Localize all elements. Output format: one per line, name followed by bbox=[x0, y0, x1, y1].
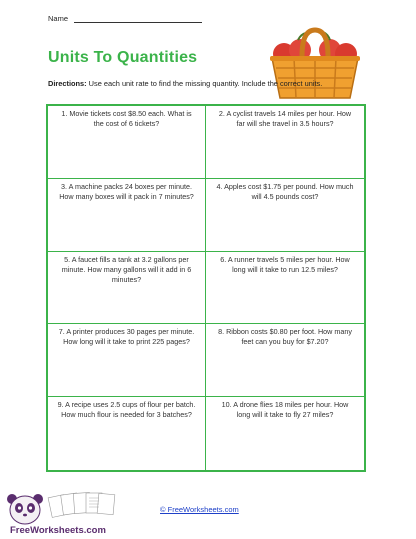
problem-7[interactable]: 7. A printer produces 30 pages per minute. How long will it take to print 225 pages? bbox=[48, 324, 206, 397]
panda-mascot-icon bbox=[7, 494, 43, 524]
freeworksheets-logo bbox=[4, 488, 128, 536]
directions-label: Directions: bbox=[48, 79, 87, 88]
problem-5[interactable]: 5. A faucet fills a tank at 3.2 gallons per minute. How many gallons will it add in 6 minutes? bbox=[48, 252, 206, 325]
name-line[interactable] bbox=[74, 15, 202, 23]
problem-grid bbox=[46, 104, 366, 472]
name-field-row bbox=[48, 14, 202, 23]
logo-text: FreeWorksheets.com bbox=[10, 525, 106, 536]
freeworksheets-link[interactable]: © FreeWorksheets.com bbox=[160, 505, 239, 514]
problem-2[interactable]: 2. A cyclist travels 14 miles per hour. How far will she travel in 3.5 hours? bbox=[206, 106, 364, 179]
apple-basket-icon bbox=[268, 26, 362, 100]
directions-text: Use each unit rate to find the missing quantity. Include the correct units. bbox=[86, 79, 323, 88]
directions bbox=[48, 79, 364, 89]
name-label: Name bbox=[48, 14, 69, 23]
problem-9[interactable]: 9. A recipe uses 2.5 cups of flour per batch. How much flour is needed for 3 batches? bbox=[48, 397, 206, 470]
problem-3[interactable]: 3. A machine packs 24 boxes per minute. How many boxes will it pack in 7 minutes? bbox=[48, 179, 206, 252]
problem-6[interactable]: 6. A runner travels 5 miles per hour. How long will it take to run 12.5 miles? bbox=[206, 252, 364, 325]
problem-1[interactable]: 1. Movie tickets cost $8.50 each. What is the cost of 6 tickets? bbox=[48, 106, 206, 179]
problem-8[interactable]: 8. Ribbon costs $0.80 per foot. How many feet can you buy for $7.20? bbox=[206, 324, 364, 397]
problem-4[interactable]: 4. Apples cost $1.75 per pound. How much will 4.5 pounds cost? bbox=[206, 179, 364, 252]
page-title: Units To Quantities bbox=[48, 49, 198, 66]
problem-10[interactable]: 10. A drone flies 18 miles per hour. How long will it take to fly 27 miles? bbox=[221, 400, 349, 420]
worksheet-thumbnails-icon bbox=[48, 492, 115, 517]
